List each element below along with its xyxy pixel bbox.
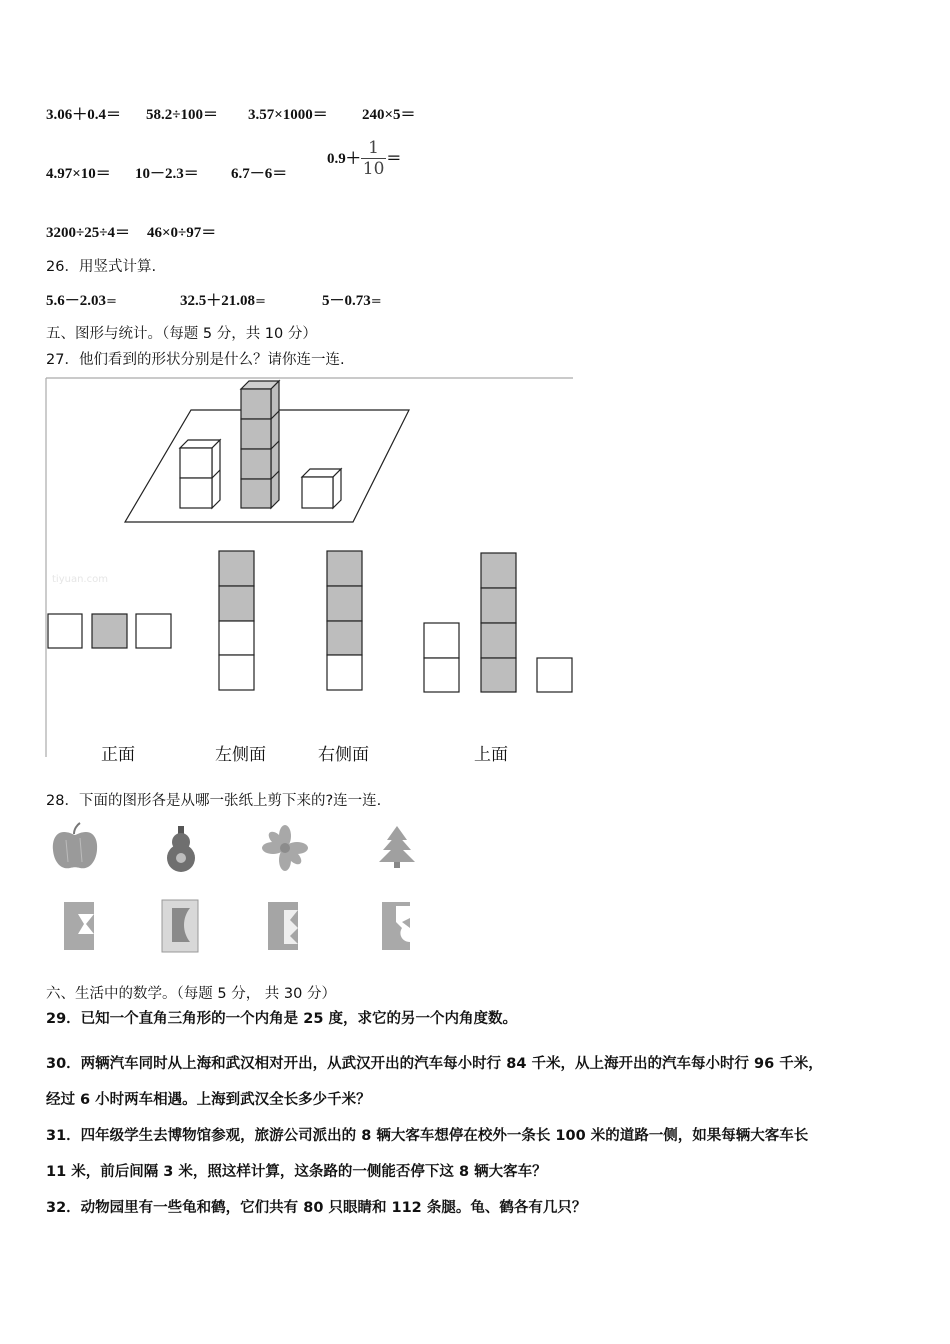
calc-8-equals: ＝ — [386, 150, 402, 167]
paper-2 — [162, 900, 198, 952]
calc-10: 46×0÷97＝ — [147, 225, 217, 241]
calc-8-expr: 0.9＋ — [327, 150, 361, 167]
view-front-shape — [48, 614, 171, 648]
q26-item-1 — [46, 289, 117, 310]
calc-9: 3200÷25÷4＝ — [46, 225, 130, 241]
q26-expr-3: 5－0.73 — [322, 293, 371, 309]
fraction-numerator: 1 — [361, 138, 387, 159]
watermark: tiyuan.com — [52, 574, 108, 585]
q26-eq-3: ＝ — [370, 296, 382, 308]
apple-icon — [53, 823, 97, 868]
q31-line-2: 11 米，前后间隔 3 米，照这样计算，这条路的一侧能否停下这 8 辆大客车？ — [46, 1164, 547, 1180]
stack-left — [180, 440, 220, 508]
view-label-front: 正面 — [101, 745, 135, 765]
calc-1: 3.06＋0.4＝ — [46, 107, 122, 123]
section5-title: 五、图形与统计。（每题 5 分，共 10 分） — [46, 326, 317, 342]
view-label-right: 右侧面 — [318, 745, 369, 765]
calc-3: 3.57×1000＝ — [248, 107, 328, 123]
q26-eq-1: ＝ — [106, 296, 118, 308]
q26-expr-1: 5.6－2.03 — [46, 293, 107, 309]
calc-2: 58.2÷100＝ — [146, 107, 218, 123]
q28-figure — [50, 818, 430, 958]
view-label-left: 左侧面 — [215, 745, 266, 765]
q27-figure — [40, 372, 580, 767]
q28-title: 28．下面的图形各是从哪一张纸上剪下来的?连一连. — [46, 793, 382, 809]
calc-5: 4.97×10＝ — [46, 166, 111, 182]
gourd-icon — [167, 826, 195, 872]
q31-line-1: 31．四年级学生去博物馆参观，旅游公司派出的 8 辆大客车想停在校外一条长 100 米的道路一侧，如果每辆大客车长 — [46, 1128, 809, 1144]
q32: 32．动物园里有一些龟和鹤，它们共有 80 只眼睛和 112 条腿。龟、鹤各有几只？ — [46, 1200, 587, 1216]
stack-tall — [241, 381, 279, 508]
section6-title: 六、生活中的数学。（每题 5 分， 共 30 分） — [46, 986, 336, 1002]
calc-4: 240×5＝ — [362, 107, 416, 123]
q30-line-1: 30．两辆汽车同时从上海和武汉相对开出，从武汉开出的汽车每小时行 84 千米，从上海开出的汽车每小时行 96 千米， — [46, 1056, 823, 1072]
view-top-shape — [424, 553, 572, 692]
tree-icon — [379, 826, 415, 868]
calc-6: 10－2.3＝ — [135, 166, 199, 182]
view-label-top: 上面 — [474, 745, 508, 765]
paper-4 — [382, 902, 410, 950]
view-left-shape — [219, 551, 254, 690]
q29: 29．已知一个直角三角形的一个内角是 25 度，求它的另一个内角度数。 — [46, 1011, 517, 1027]
calc-8 — [327, 138, 401, 179]
q26-item-3 — [322, 289, 382, 310]
paper-3 — [268, 902, 298, 950]
fraction-denominator: 10 — [362, 159, 385, 179]
fraction — [361, 138, 387, 179]
paper-1 — [64, 902, 94, 950]
flower-icon — [262, 825, 308, 871]
calc-7: 6.7－6＝ — [231, 166, 288, 182]
view-right-shape — [327, 551, 362, 690]
q26-expr-2: 32.5＋21.08 — [180, 293, 256, 309]
q26-eq-2: ＝ — [255, 296, 267, 308]
q26-title: 26．用竖式计算. — [46, 259, 157, 275]
stack-right — [302, 469, 341, 508]
q27-title: 27．他们看到的形状分别是什么？请你连一连. — [46, 352, 345, 368]
q30-line-2: 经过 6 小时两车相遇。上海到武汉全长多少千米？ — [46, 1092, 371, 1108]
q26-item-2 — [180, 289, 266, 310]
